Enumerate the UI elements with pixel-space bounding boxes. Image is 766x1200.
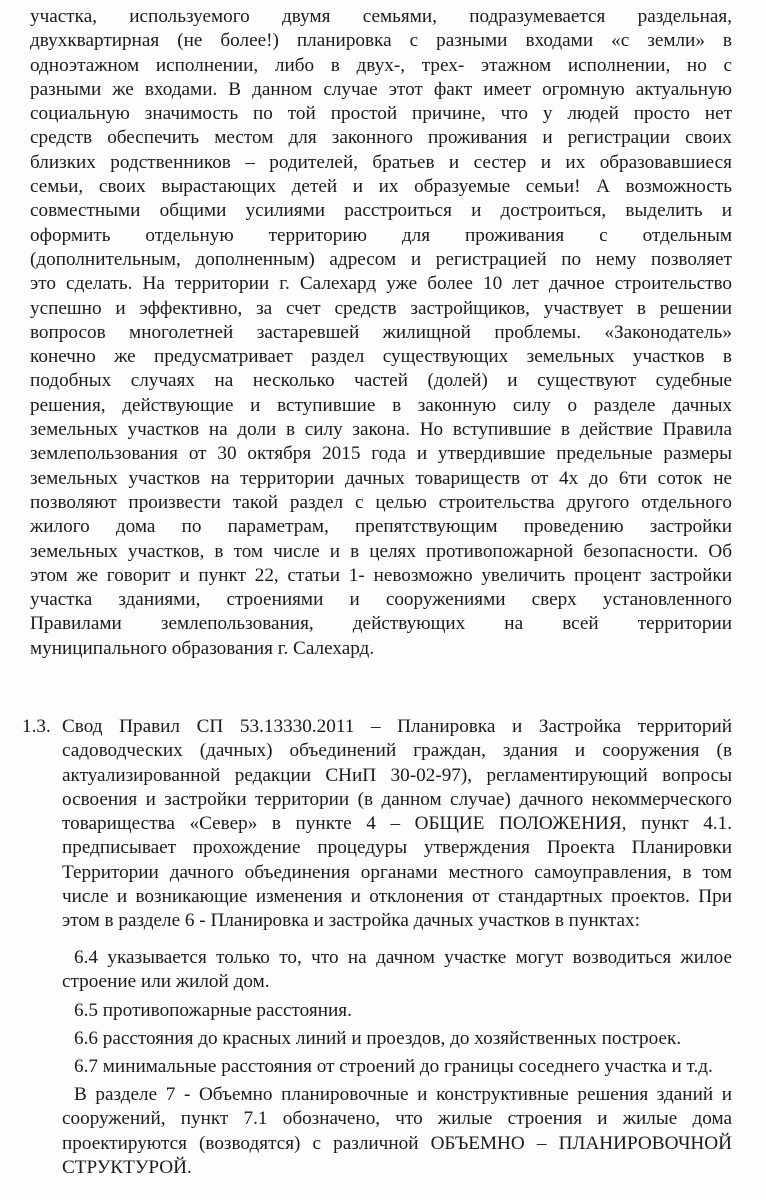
text-line: Правилами землепользования, действующих на всей территории bbox=[30, 613, 732, 635]
text-line: этом в разделе 6 - Планировка и застройка дачных участков в пунктах: bbox=[62, 910, 640, 932]
item-6-7: 6.7 минимальные расстояния от строений до границы соседнего участка и т.д. bbox=[74, 1056, 713, 1077]
text-line: участка зданиями, строениями и сооружениями сверх установленного bbox=[30, 589, 732, 611]
text-line: Территории дачного объединения органами местного самоуправления, в том bbox=[62, 861, 732, 883]
text-line: решения, действующие и вступившие в законную силу о разделе дачных bbox=[30, 394, 732, 416]
text-line: Свод Правил СП 53.13330.2011 – Планировка и Застройка территорий bbox=[62, 716, 732, 737]
text-line: земельных участков на доли в силу закона. Но вступившие в действие Правила bbox=[30, 419, 732, 441]
text-line: актуализированной редакции СНиП 30-02-97), регламентирующий вопросы bbox=[62, 764, 732, 786]
text-line: совместными общими усилиями расстроиться и достроиться, выделить и bbox=[30, 200, 732, 222]
text-line: это сделать. На территории г. Салехард уже более 10 лет дачное строительство bbox=[30, 273, 732, 295]
text-line: оформить отдельную территорию для проживания с отдельным bbox=[30, 224, 732, 246]
text-line: семьи, своих вырастающих детей и их образуемые семьи! А возможность bbox=[30, 176, 732, 198]
text-line: двухквартирная (не более!) планировка с разными входами «с земли» в bbox=[30, 30, 732, 52]
text-line: предписывает прохождение процедуры утверждения Проекта Планировки bbox=[62, 837, 732, 859]
text-line: земельных участков на территории дачных товариществ от 4х до 6ти соток не bbox=[30, 467, 732, 489]
text-line: конечно же предусматривает раздел существующих земельных участков в bbox=[30, 346, 732, 368]
text-line: вопросов многолетней застаревшей жилищной проблемы. «Законодатель» bbox=[30, 321, 732, 343]
paragraph-section-7 bbox=[62, 1083, 732, 1180]
text-line: 6.4 указывается только то, что на дачном участке могут возводиться жилое bbox=[74, 947, 732, 968]
text-line: В разделе 7 - Объемно планировочные и конструктивные решения зданий и bbox=[74, 1084, 732, 1105]
text-line: участка, используемого двумя семьями, подразумевается раздельная, bbox=[30, 6, 732, 27]
text-line: СТРУКТУРОЙ. bbox=[62, 1156, 192, 1178]
text-line: землепользования от 30 октября 2015 года и утвердившие предельные размеры bbox=[30, 443, 732, 465]
text-line: садоводческих (дачных) объединений граждан, здания и сооружения (в bbox=[62, 740, 732, 762]
item-6-6: 6.6 расстояния до красных линий и проездов, до хозяйственных построек. bbox=[74, 1028, 682, 1049]
text-line: сооружений, пункт 7.1 обозначено, что жилые строения и жилые дома bbox=[62, 1108, 732, 1130]
section-number: 1.3. bbox=[22, 716, 51, 737]
text-line: успешно и эффективно, за счет средств застройщиков, участвует в решении bbox=[30, 297, 732, 319]
text-line: подобных случаях на несколько частей (долей) и существуют судебные bbox=[30, 370, 732, 392]
text-line: близких родственников – родителей, братьев и сестер и их образовавшиеся bbox=[30, 151, 732, 173]
text-line: освоения и застройки территории (в данном случае) дачного некоммерческого bbox=[62, 788, 732, 810]
text-line: одноэтажном исполнении, либо в двух-, трех- этажном исполнении, но с bbox=[30, 54, 732, 76]
text-line: товарищества «Север» в пункте 4 – ОБЩИЕ ПОЛОЖЕНИЯ, пункт 4.1. bbox=[62, 813, 732, 835]
text-line: этом же говорит и пункт 22, статьи 1- невозможно увеличить процент застройки bbox=[30, 564, 732, 586]
text-line: проектируются (возводятся) с различной ОБЪЕМНО – ПЛАНИРОВОЧНОЙ bbox=[62, 1132, 732, 1154]
text-line: муниципального образования г. Салехард. bbox=[30, 637, 375, 659]
section-1-3-text bbox=[62, 715, 732, 934]
text-line: числе и возникающие изменения и отклонения от стандартных проектов. При bbox=[62, 886, 732, 908]
text-line: земельных участков, в том числе и в целях противопожарной безопасности. Об bbox=[30, 540, 732, 562]
text-line: жилого дома по параметрам, препятствующим проведению застройки bbox=[30, 516, 732, 538]
item-6-4 bbox=[74, 946, 732, 970]
item-6-4-continuation: строение или жилой дом. bbox=[62, 971, 270, 992]
text-line: позволяют произвести такой раздел с целью строительства другого отдельного bbox=[30, 491, 732, 513]
paragraph-continuation bbox=[30, 5, 732, 661]
text-line: разными же входами. В данном случае этот факт имеет огромную актуальную bbox=[30, 78, 732, 100]
text-line: средств обеспечить местом для законного проживания и регистрации своих bbox=[30, 127, 732, 149]
text-line: социальную значимость по той простой причине, что у людей просто нет bbox=[30, 103, 732, 125]
item-6-5: 6.5 противопожарные расстояния. bbox=[74, 1000, 352, 1021]
text-line: (дополнительным, дополненным) адресом и регистрацией по нему позволяет bbox=[30, 248, 732, 270]
